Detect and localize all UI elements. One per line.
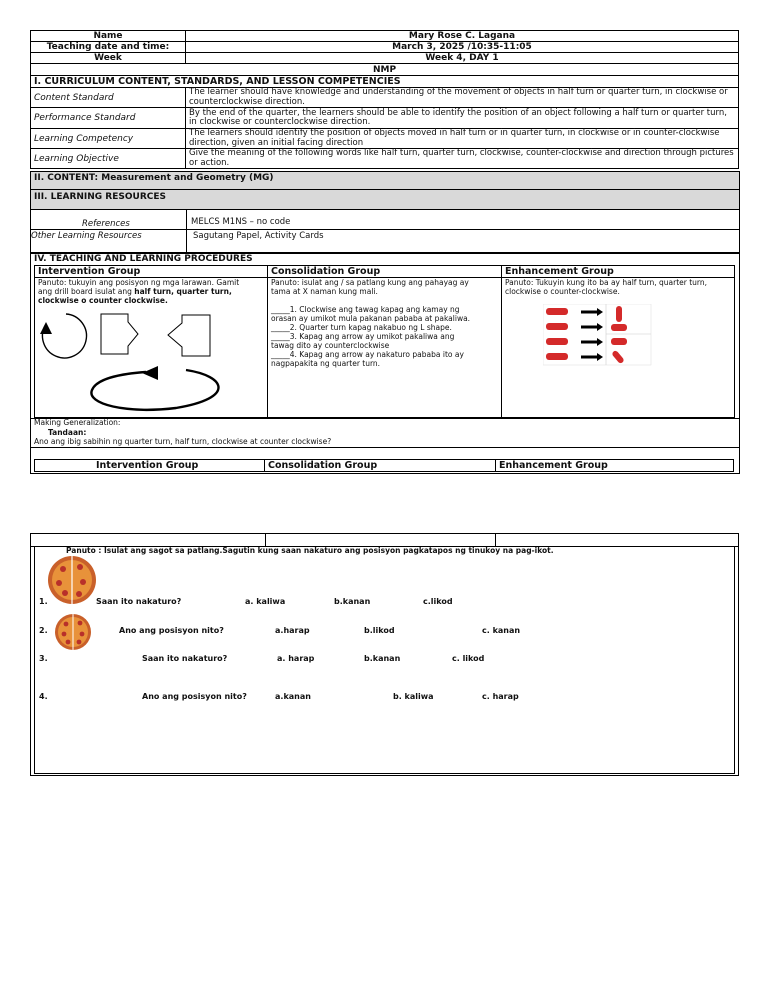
worksheet-inner-right (734, 546, 735, 774)
question-4-text: Ano ang posisyon nito? (142, 692, 247, 701)
question-3-choice-b: b.kanan (364, 654, 401, 663)
consolidation-spacer (271, 296, 470, 305)
section4-title: IV. TEACHING AND LEARNING PROCEDURES (34, 254, 253, 264)
elliptical-arrow-icon (91, 366, 218, 410)
learning-objective-text: Give the meaning of the following words like half turn, quarter turn, clockwise, counter-clockwise and direction through pictures or action. (186, 149, 739, 169)
question-2-number: 2. (39, 626, 48, 635)
consolidation-line-7: tawag dito ay counterclockwise (271, 341, 390, 350)
question-2-choice-c: c. kanan (482, 626, 521, 635)
worksheet-divider-1 (265, 533, 266, 546)
consolidation-line-6: _____3. Kapag ang arrow ay umikot pakaliwa ang (271, 332, 455, 341)
question-3-choice-c: c. likod (452, 654, 485, 663)
intervention-line-2: ang drill board isulat ang (38, 287, 132, 296)
question-4-choice-a: a.kanan (275, 692, 311, 701)
section3-title: III. LEARNING RESOURCES (34, 192, 166, 202)
group-divider-2 (501, 265, 502, 418)
consolidation-line-3: _____1. Clockwise ang tawag kapag ang kamay ng (271, 305, 460, 314)
question-4-choice-c: c. harap (482, 692, 519, 701)
circular-arrow-icon (40, 314, 86, 358)
other-resources-label: Other Learning Resources (31, 231, 142, 241)
enhancement-line-0: Panuto: Tukuyin kung ito ba ay half turn, quarter turn, (505, 278, 707, 287)
lesson-plan-table (30, 30, 739, 169)
section2-bar (30, 171, 740, 190)
other-resources-value: Sagutang Papel, Activity Cards (193, 231, 324, 241)
references-label: References (82, 219, 130, 229)
question-4-choice-b: b. kaliwa (393, 692, 434, 701)
references-value: MELCS M1NS – no code (191, 217, 291, 227)
worksheet-divider-2 (495, 533, 496, 546)
question-3-choice-a: a. harap (277, 654, 315, 663)
learning-competency-text: The learners should identify the position of objects moved in half turn or in quarter turn, in clockwise or in counter-clockwise direction, given an initial facing direction (186, 129, 739, 149)
footer-divider-2 (495, 459, 496, 472)
question-2-choice-b: b.likod (364, 626, 395, 635)
section2-title: II. CONTENT: Measurement and Geometry (MG) (34, 173, 274, 183)
week-value: Week 4, DAY 1 (186, 53, 739, 64)
pizza-icon (47, 555, 97, 605)
intervention-instruction (38, 278, 239, 305)
subject-label: NMP (31, 64, 739, 76)
enhancement-instruction (505, 278, 707, 296)
consolidation-instruction (271, 278, 470, 368)
question-3-number: 3. (39, 654, 48, 663)
consolidation-line-1: tama at X naman kung mali. (271, 287, 378, 296)
intervention-bold-2: half turn, quarter turn, (134, 287, 232, 296)
generalization-label: Making Generalization: (34, 418, 121, 427)
intervention-bold-3: clockwise o counter clockwise. (38, 296, 168, 305)
question-2-text: Ano ang posisyon nito? (119, 626, 224, 635)
content-standard-text: The learner should have knowledge and understanding of the movement of objects in half turn or quarter turn, in clockwise or counterclockwise direction. (186, 88, 739, 108)
question-1-text: Saan ito nakaturo? (96, 597, 182, 606)
question-4-number: 4. (39, 692, 48, 701)
footer-divider-1 (264, 459, 265, 472)
group-divider-1 (267, 265, 268, 418)
footer-consolidation-header: Consolidation Group (268, 460, 378, 471)
generalization-top-line (30, 418, 740, 419)
name-value: Mary Rose C. Lagana (186, 31, 739, 42)
worksheet-inner-left (34, 546, 35, 774)
content-standard-label: Content Standard (31, 88, 186, 108)
generalization-bottom-line (30, 447, 740, 448)
learning-objective-label: Learning Objective (31, 149, 186, 169)
question-3-text: Saan ito nakaturo? (142, 654, 228, 663)
date-value: March 3, 2025 /10:35-11:05 (186, 42, 739, 53)
enhancement-group-header: Enhancement Group (505, 266, 614, 277)
enhancement-line-1: clockwise o counter-clockwise. (505, 287, 620, 296)
generalization-question: Ano ang ibig sabihin ng quarter turn, half turn, clockwise at counter clockwise? (34, 437, 332, 446)
intervention-group-header: Intervention Group (38, 266, 141, 277)
footer-enhancement-header: Enhancement Group (499, 460, 608, 471)
learning-competency-label: Learning Competency (31, 129, 186, 149)
week-label: Week (31, 53, 186, 64)
question-1-choice-a: a. kaliwa (245, 597, 286, 606)
pizza-slice-icon (54, 613, 92, 651)
name-label: Name (31, 31, 186, 42)
section3-bar (30, 189, 740, 210)
date-label: Teaching date and time: (31, 42, 186, 53)
intervention-line-1: Panuto: tukuyin ang posisyon ng mga larawan. Gamit (38, 278, 240, 287)
footer-intervention-header: Intervention Group (96, 460, 199, 471)
consolidation-line-9: nagpapakita ng quarter turn. (271, 359, 381, 368)
question-1-choice-b: b.kanan (334, 597, 371, 606)
performance-standard-label: Performance Standard (31, 108, 186, 129)
resources-row-divider (30, 229, 740, 230)
car-rotation-images (543, 304, 653, 366)
worksheet-instruction: Panuto : Isulat ang sagot sa patlang.Sagutin kung saan nakaturo ang posisyon pagkatapos ng tinukoy na pag-ikot. (66, 546, 554, 555)
consolidation-line-5: _____2. Quarter turn kapag nakabuo ng L shape. (271, 323, 452, 332)
question-2-choice-a: a.harap (275, 626, 310, 635)
resources-divider (186, 209, 187, 253)
consolidation-line-4: orasan ay umikot mula pakanan pababa at pakaliwa. (271, 314, 471, 323)
worksheet-inner-bottom (34, 773, 734, 774)
question-1-number: 1. (39, 597, 48, 606)
tandaan-label: Tandaan: (48, 428, 87, 437)
performance-standard-text: By the end of the quarter, the learners should be able to identify the position of an object following a half turn or quarter turn, in clockwise or counterclockwise direction. (186, 108, 739, 129)
arrow-left-shape-icon (168, 315, 210, 356)
rotation-diagrams (36, 308, 266, 416)
consolidation-line-0: Panuto: isulat ang / sa patlang kung ang pahayag ay (271, 278, 469, 287)
section1-title: I. CURRICULUM CONTENT, STANDARDS, AND LESSON COMPETENCIES (31, 76, 739, 88)
arrow-right-shape-icon (101, 314, 138, 354)
consolidation-line-8: _____4. Kapag ang arrow ay nakaturo pababa ito ay (271, 350, 464, 359)
question-1-choice-c: c.likod (423, 597, 453, 606)
consolidation-group-header: Consolidation Group (271, 266, 381, 277)
